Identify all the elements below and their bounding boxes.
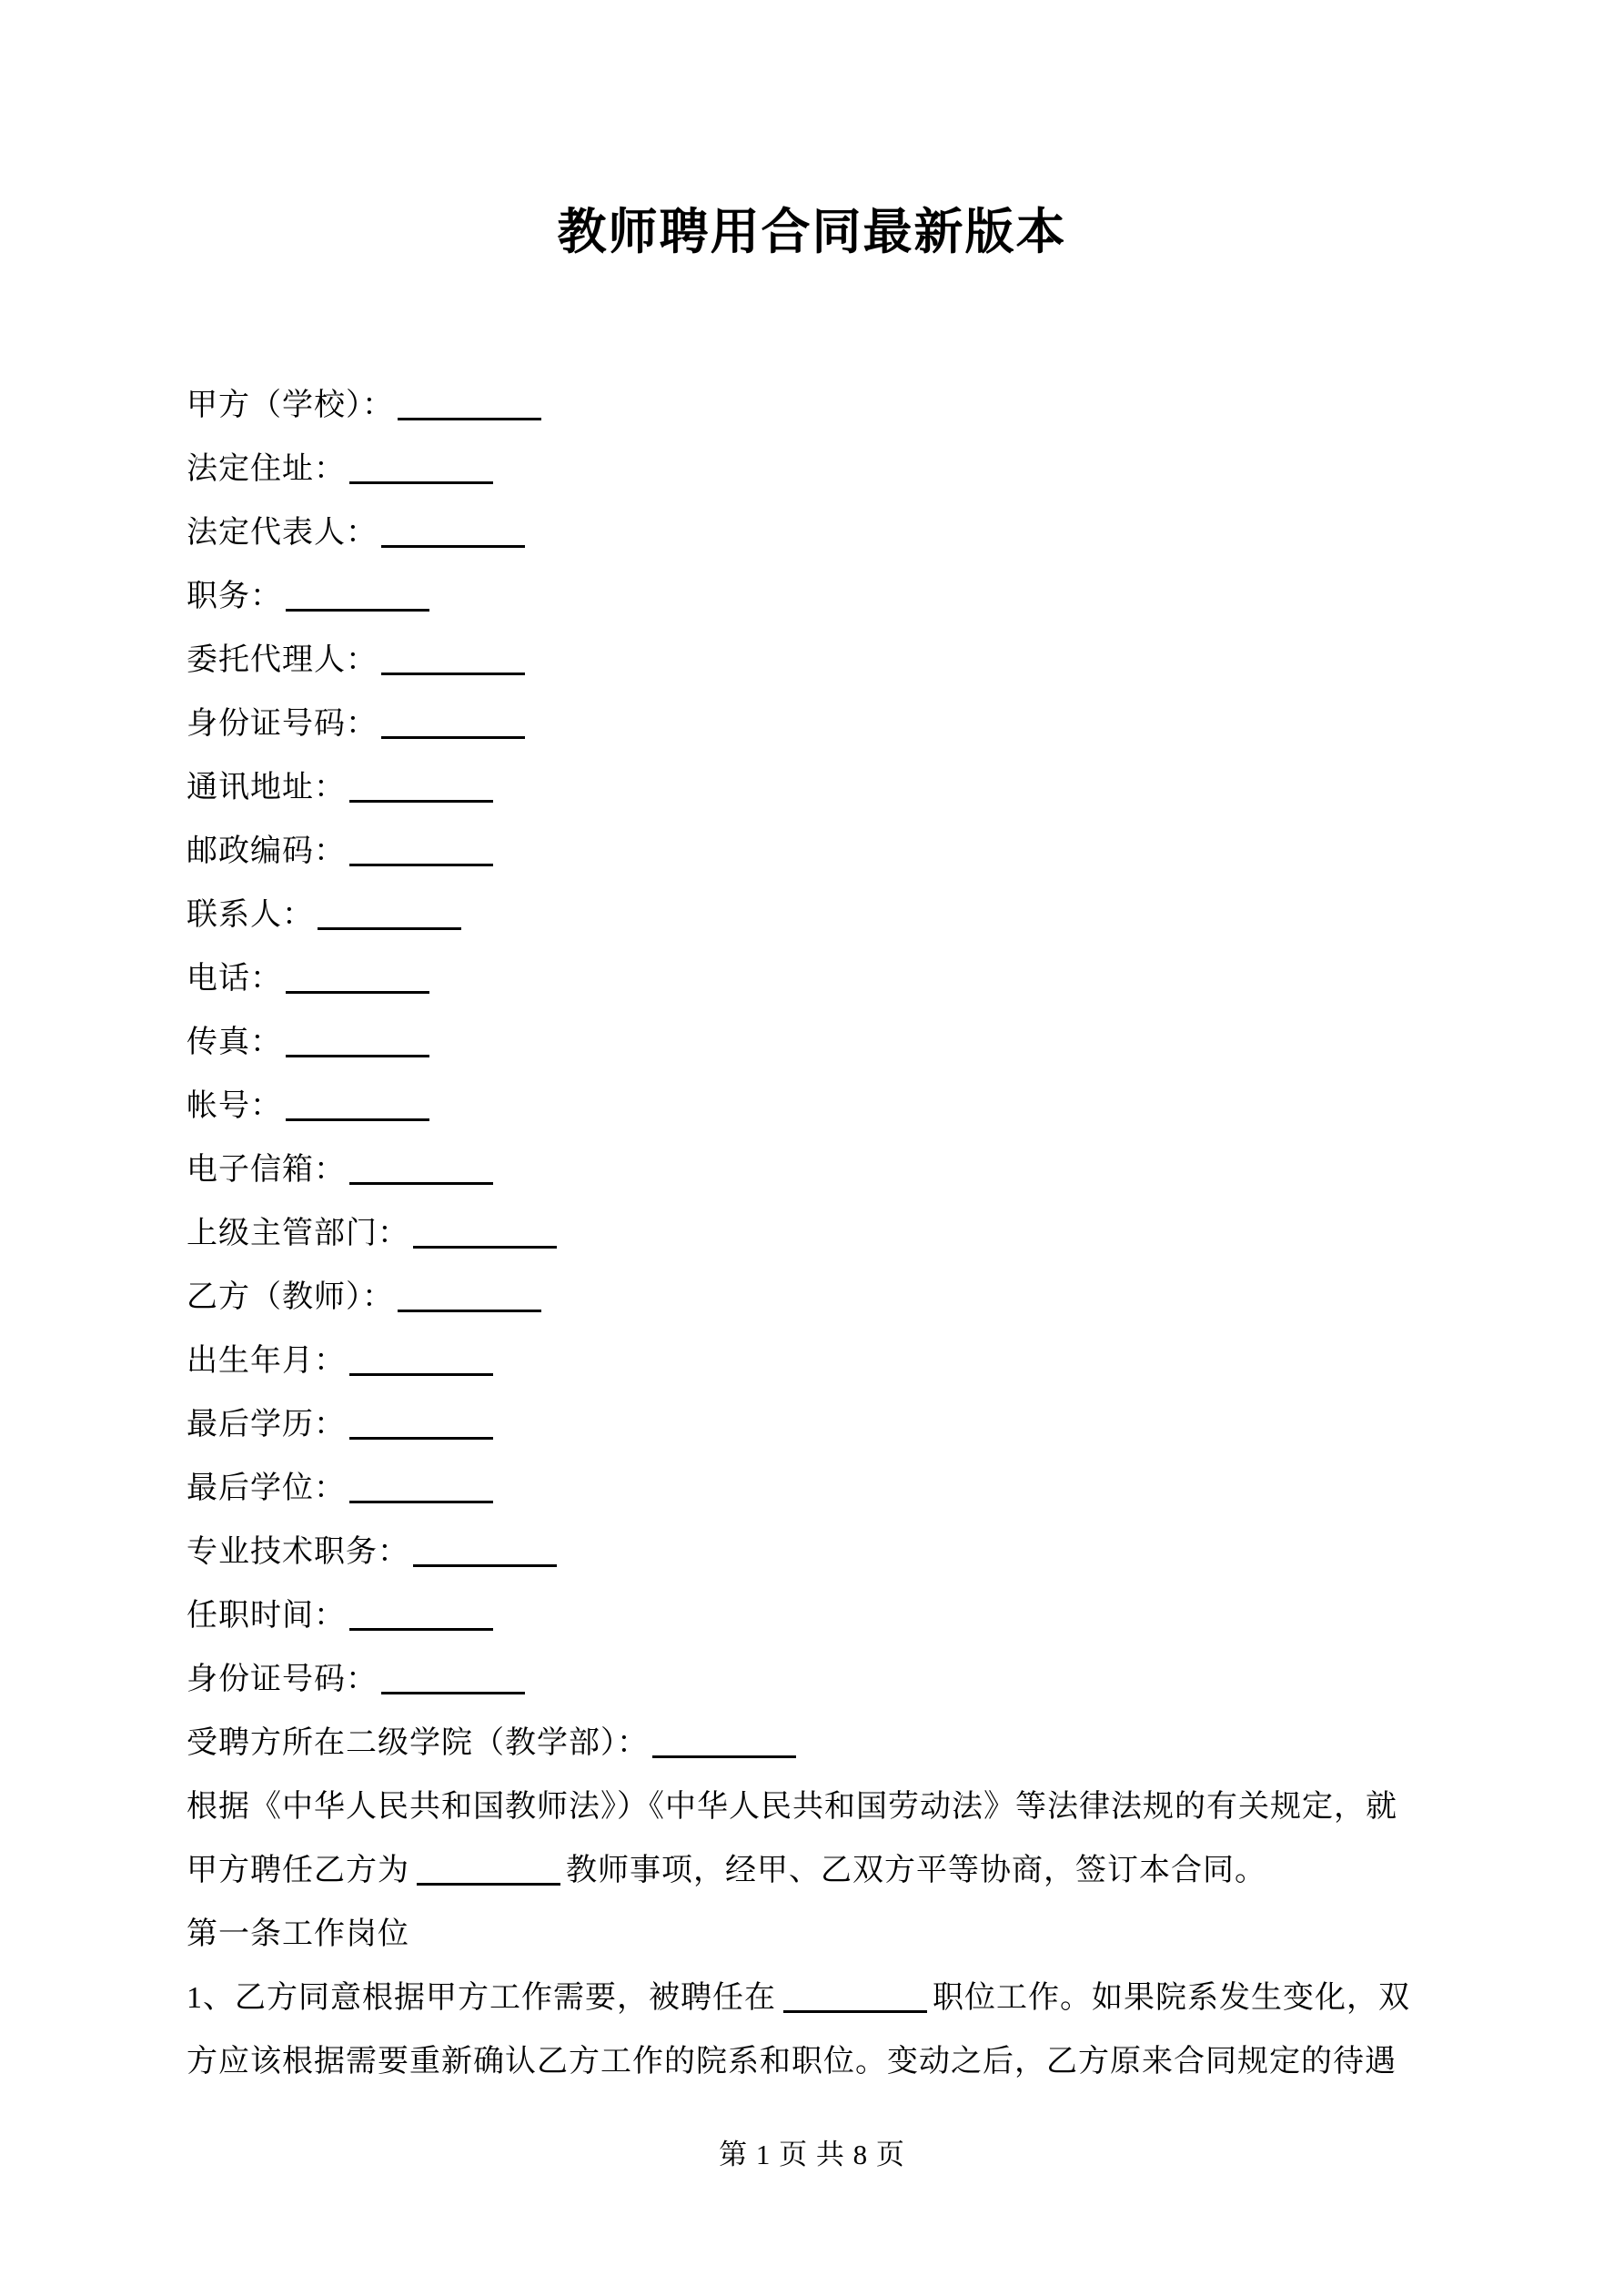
page-title: 教师聘用合同最新版本 (557, 205, 1067, 259)
form-field-row (187, 947, 1437, 1011)
blank-line (398, 390, 541, 420)
paragraph-text: 方应该根据需要重新确认乙方工作的院系和职位。变动之后，乙方原来合同规定的待遇 (187, 2045, 1397, 2079)
paragraph-text: 教师事项，经甲、乙双方平等协商，签订本合同。 (566, 1854, 1266, 1887)
form-field-row (187, 374, 1437, 438)
blank-line (318, 900, 461, 930)
form-field-row (187, 438, 1437, 501)
blank-line (349, 454, 493, 484)
blank-line (349, 773, 493, 803)
form-field-row (187, 1138, 1437, 1202)
section-heading-text: 第一条工作岗位 (187, 1917, 409, 1951)
field-label: 电子信箱： (187, 1153, 346, 1187)
paragraph-line (187, 2030, 1437, 2094)
blank-line (286, 1027, 429, 1057)
field-label: 任职时间： (187, 1599, 346, 1633)
field-label: 联系人： (187, 898, 314, 932)
field-label: 专业技术职务： (187, 1535, 409, 1569)
form-field-row (187, 1648, 1437, 1712)
field-label: 委托代理人： (187, 643, 378, 677)
form-field-row (187, 1202, 1437, 1266)
blank-line (417, 1856, 560, 1886)
field-label: 出生年月： (187, 1344, 346, 1378)
blank-line (398, 1282, 541, 1312)
paragraph-text: 根据《中华人民共和国教师法》）《中华人民共和国劳动法》等法律法规的有关规定，就 (187, 1790, 1397, 1824)
form-field-row (187, 1584, 1437, 1648)
paragraph-line (187, 1839, 1437, 1903)
blank-line (286, 582, 429, 612)
field-label: 通讯地址： (187, 771, 346, 804)
field-label: 身份证号码： (187, 1663, 378, 1696)
field-label: 法定代表人： (187, 516, 378, 550)
blank-line (381, 709, 525, 739)
field-label: 甲方（学校）： (187, 389, 394, 422)
field-label: 邮政编码： (187, 834, 346, 868)
blank-line (381, 645, 525, 675)
blank-line (286, 1091, 429, 1121)
form-field-row (187, 1330, 1437, 1393)
form-field-row (187, 884, 1437, 947)
paragraph-line (187, 1775, 1437, 1839)
form-field-row (187, 565, 1437, 629)
blank-line (349, 1346, 493, 1376)
field-label: 受聘方所在二级学院（教学部）： (187, 1726, 649, 1760)
blank-line (349, 1410, 493, 1440)
paragraph-text: 1、乙方同意根据甲方工作需要，被聘任在 (187, 1981, 776, 2015)
paragraph-text: 职位工作。如果院系发生变化，双 (933, 1981, 1410, 2015)
form-field-row (187, 629, 1437, 693)
form-field-row (187, 1457, 1437, 1521)
section-heading (187, 1903, 1437, 1967)
field-label: 职务： (187, 580, 282, 613)
page-footer: 第 1 页 共 8 页 (719, 2139, 905, 2170)
field-label: 帐号： (187, 1089, 282, 1123)
blank-line (783, 1983, 927, 2013)
blank-line (381, 1664, 525, 1694)
form-field-row (187, 1266, 1437, 1330)
field-label: 乙方（教师）： (187, 1280, 394, 1314)
paragraph-line (187, 1967, 1437, 2030)
form-field-row (187, 501, 1437, 565)
form-field-row (187, 1075, 1437, 1138)
blank-line (413, 1219, 557, 1249)
blank-line (349, 1155, 493, 1185)
form-field-row (187, 1011, 1437, 1075)
document-body (0, 374, 1624, 2094)
blank-line (349, 836, 493, 866)
field-label: 电话： (187, 962, 282, 996)
field-label: 最后学位： (187, 1472, 346, 1505)
blank-line (652, 1728, 796, 1758)
form-field-row (187, 1712, 1437, 1775)
form-field-row (187, 756, 1437, 820)
form-field-row (187, 820, 1437, 884)
blank-line (349, 1473, 493, 1503)
field-label: 法定住址： (187, 452, 346, 486)
blank-line (413, 1537, 557, 1567)
form-field-row (187, 693, 1437, 756)
field-label: 身份证号码： (187, 707, 378, 741)
blank-line (286, 964, 429, 994)
blank-line (349, 1601, 493, 1631)
field-label: 最后学历： (187, 1408, 346, 1441)
paragraph-text: 甲方聘任乙方为 (187, 1854, 409, 1887)
form-field-row (187, 1521, 1437, 1584)
field-label: 上级主管部门： (187, 1217, 409, 1250)
field-label: 传真： (187, 1026, 282, 1059)
form-field-row (187, 1393, 1437, 1457)
blank-line (381, 518, 525, 548)
